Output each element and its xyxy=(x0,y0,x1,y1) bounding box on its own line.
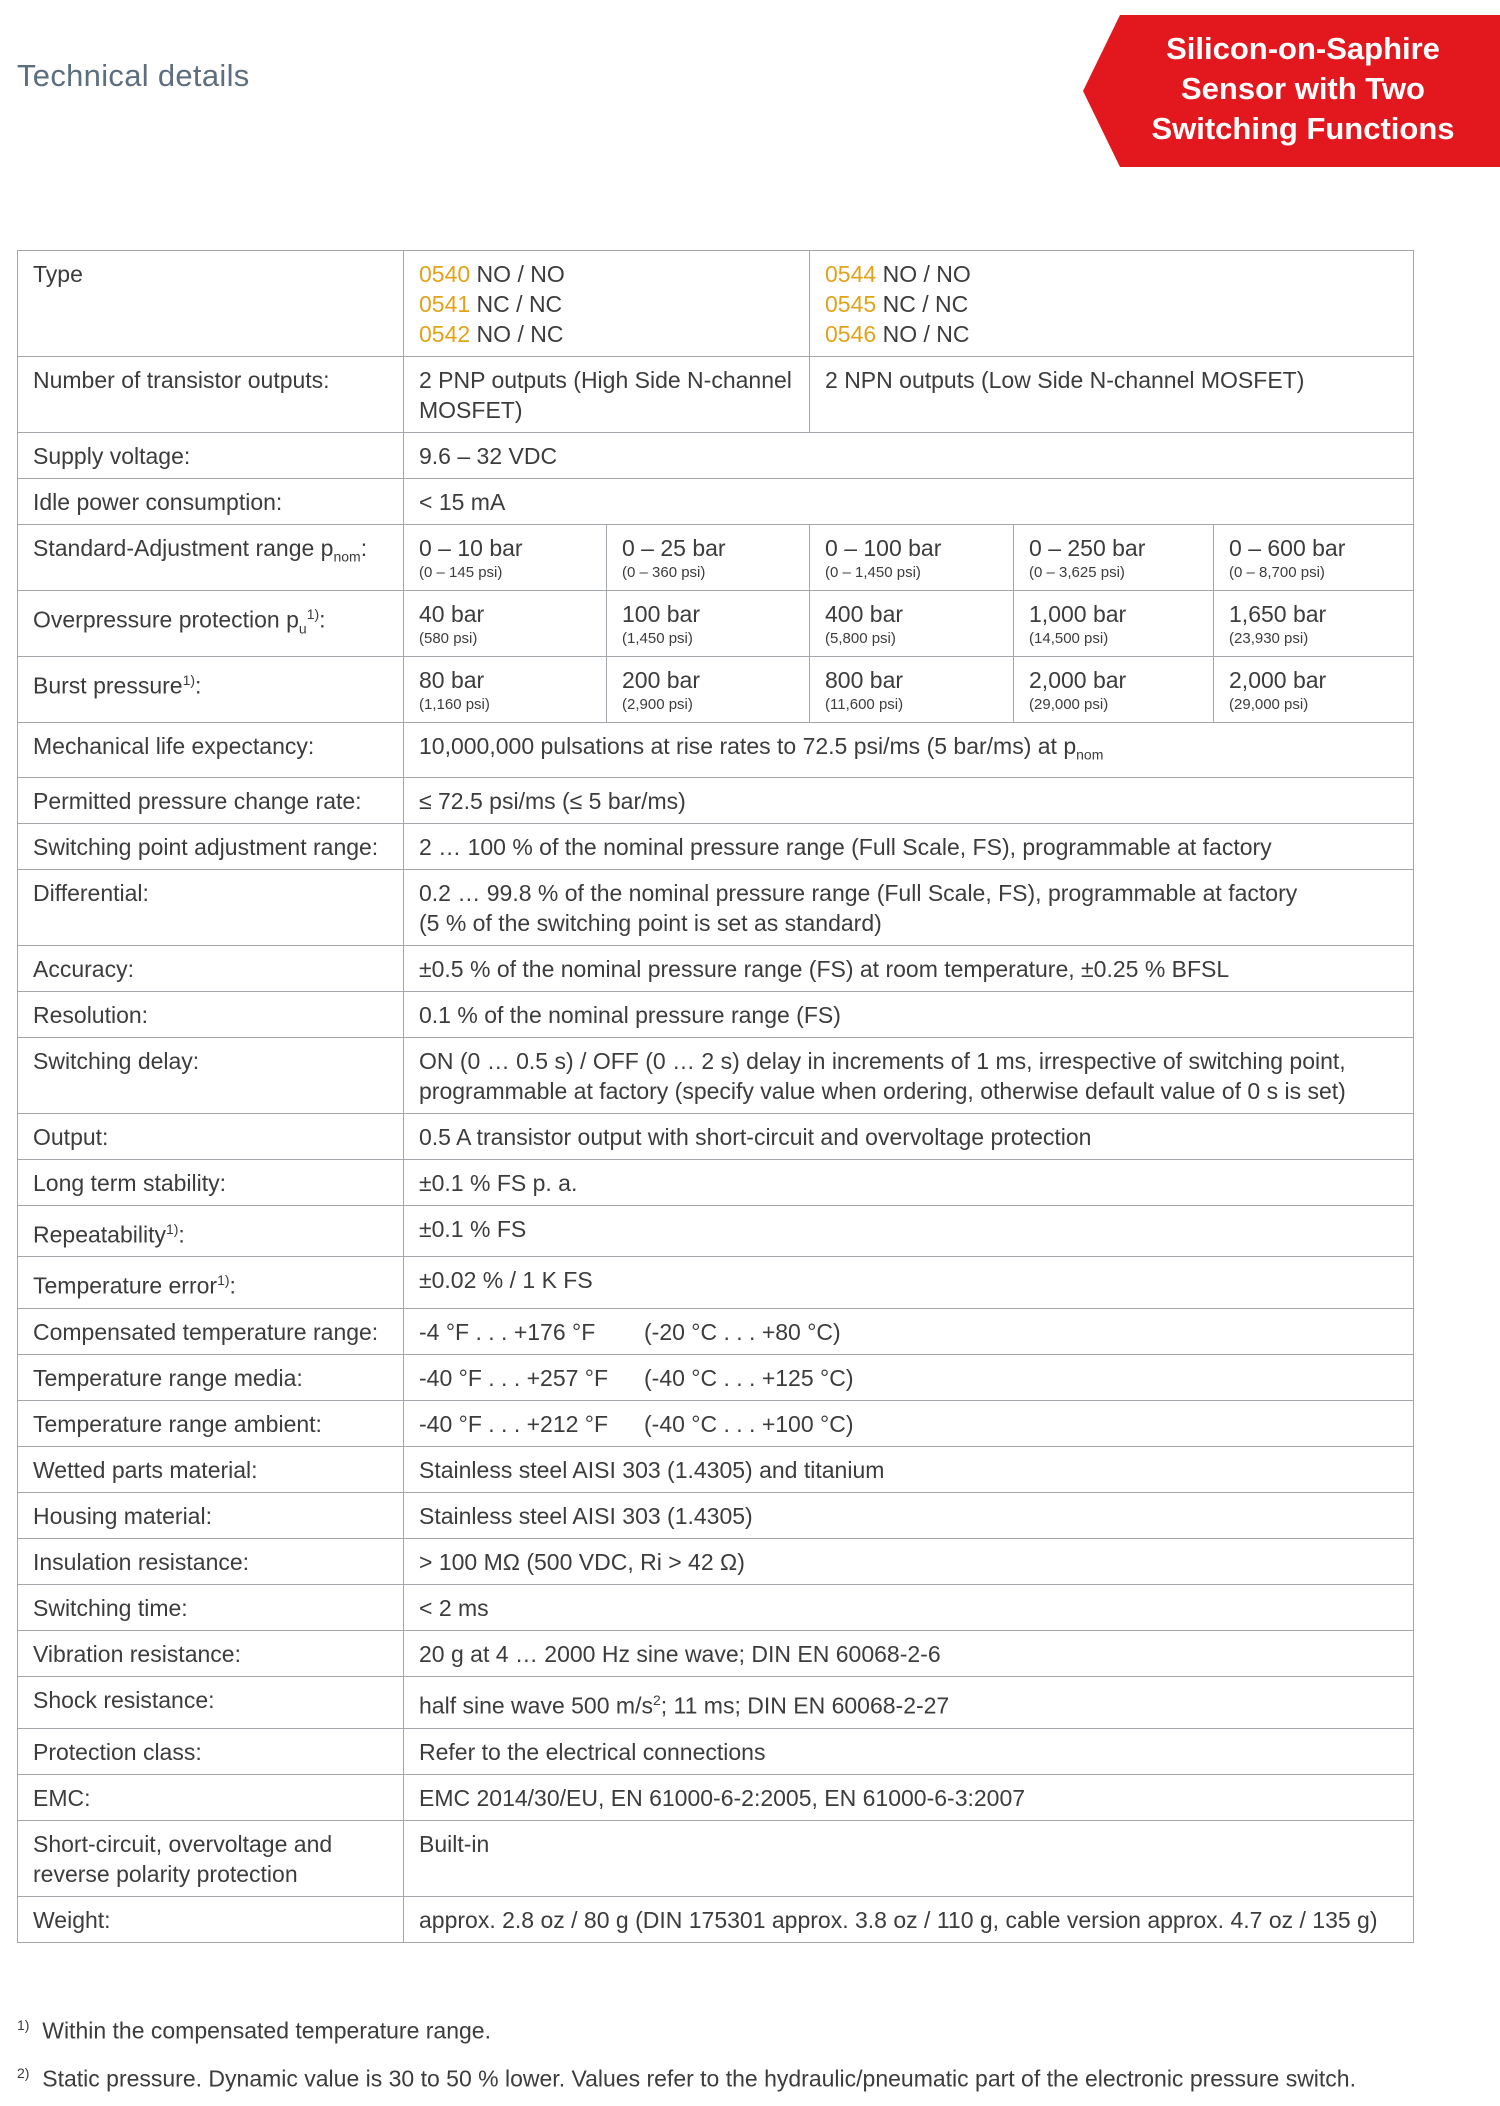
row-label: Resolution: xyxy=(18,991,404,1037)
row-value: -40 °F . . . +257 °F (-40 °C . . . +125 °C) xyxy=(404,1354,1414,1400)
row-label: Short-circuit, overvoltage and reverse polarity protection xyxy=(18,1820,404,1896)
table-row-overpressure xyxy=(18,591,1414,657)
overpressure-cell: 100 bar (1,450 psi) xyxy=(607,591,810,657)
table-row xyxy=(18,1774,1414,1820)
table-row xyxy=(18,1728,1414,1774)
row-label: Temperature range media: xyxy=(18,1354,404,1400)
table-row xyxy=(18,1676,1414,1728)
range-cell: 0 – 100 bar (0 – 1,450 psi) xyxy=(810,525,1014,591)
row-value: < 2 ms xyxy=(404,1584,1414,1630)
table-row xyxy=(18,1354,1414,1400)
table-row-supply xyxy=(18,433,1414,479)
row-label: Number of transistor outputs: xyxy=(18,357,404,433)
row-label: Wetted parts material: xyxy=(18,1446,404,1492)
row-value: half sine wave 500 $m/s^2$; 11 ms; DIN EN 60068-2-27 xyxy=(404,1676,1414,1728)
row-value: Built-in xyxy=(404,1820,1414,1896)
table-row xyxy=(18,1205,1414,1257)
range-cell: 0 – 250 bar (0 – 3,625 psi) xyxy=(1014,525,1214,591)
overpressure-cell: 1,000 bar (14,500 psi) xyxy=(1014,591,1214,657)
row-label: Idle power consumption: xyxy=(18,479,404,525)
footnote: $^{1)}$ Within the compensated temperature range. xyxy=(17,2017,491,2044)
row-label: Mechanical life expectancy: xyxy=(18,723,404,778)
table-row-mech-life xyxy=(18,723,1414,778)
row-label: Long term stability: xyxy=(18,1159,404,1205)
burst-cell: 2,000 bar (29,000 psi) xyxy=(1214,657,1414,723)
table-row xyxy=(18,1400,1414,1446)
table-row xyxy=(18,991,1414,1037)
type-code: 0541 xyxy=(419,291,471,317)
row-label: Temperature range ambient: xyxy=(18,1400,404,1446)
row-value: ±0.1 % FS xyxy=(404,1205,1414,1257)
row-value: ±0.1 % FS p. a. xyxy=(404,1159,1414,1205)
row-label: Output: xyxy=(18,1113,404,1159)
badge-line-3: Switching Functions xyxy=(1151,111,1455,146)
row-value: 0.5 A transistor output with short-circuit and overvoltage protection xyxy=(404,1113,1414,1159)
row-value: -40 °F . . . +212 °F (-40 °C . . . +100 °C) xyxy=(404,1400,1414,1446)
row-label: Switching point adjustment range: xyxy=(18,823,404,869)
table-row xyxy=(18,869,1414,945)
row-value: 10,000,000 pulsations at rise rates to 72.5 psi/ms (5 bar/ms) at $p_{nom}$ xyxy=(404,723,1414,778)
row-label: Accuracy: xyxy=(18,945,404,991)
row-value: ±0.02 % / 1 K FS xyxy=(404,1257,1414,1309)
table-row xyxy=(18,1159,1414,1205)
row-value: Refer to the electrical connections xyxy=(404,1728,1414,1774)
overpressure-cell: 1,650 bar (23,930 psi) xyxy=(1214,591,1414,657)
table-row-burst xyxy=(18,657,1414,723)
burst-cell: 2,000 bar (29,000 psi) xyxy=(1014,657,1214,723)
type-code: 0540 xyxy=(419,261,471,287)
range-cell: 0 – 600 bar (0 – 8,700 psi) xyxy=(1214,525,1414,591)
table-row xyxy=(18,1820,1414,1896)
row-value: ON (0 … 0.5 s) / OFF (0 … 2 s) delay in increments of 1 ms, irrespective of switching point, programmable at factory (specify value when ordering, otherwise default value of 0 s is set) xyxy=(404,1037,1414,1113)
row-value: 20 g at 4 … 2000 Hz sine wave; DIN EN 60068-2-6 xyxy=(404,1630,1414,1676)
row-value: 0.2 … 99.8 % of the nominal pressure range (Full Scale, FS), programmable at factory (5 % of the switching point is set as standard) xyxy=(404,869,1414,945)
badge-line-2: Sensor with Two xyxy=(1181,71,1425,106)
table-row-type xyxy=(18,251,1414,357)
range-cell: 0 – 10 bar (0 – 145 psi) xyxy=(404,525,607,591)
row-label: Temperature error$^{1)}$: xyxy=(18,1257,404,1309)
type-col-pnp: 0540 NO / NO 0541 NC / NC 0542 NO / NC xyxy=(404,251,810,357)
table-row xyxy=(18,1538,1414,1584)
row-label: Standard-Adjustment range $p_{nom}$: xyxy=(18,525,404,591)
row-label: Supply voltage: xyxy=(18,433,404,479)
row-label: Protection class: xyxy=(18,1728,404,1774)
range-cell: 0 – 25 bar (0 – 360 psi) xyxy=(607,525,810,591)
row-label: Switching time: xyxy=(18,1584,404,1630)
row-label: Insulation resistance: xyxy=(18,1538,404,1584)
row-value: ≤ 72.5 psi/ms (≤ 5 bar/ms) xyxy=(404,777,1414,823)
row-value: 2 … 100 % of the nominal pressure range (Full Scale, FS), programmable at factory xyxy=(404,823,1414,869)
page-title: Technical details xyxy=(17,58,250,93)
row-label: Overpressure protection $p_u^{1)}$: xyxy=(18,591,404,657)
row-value: Stainless steel AISI 303 (1.4305) and titanium xyxy=(404,1446,1414,1492)
footnotes xyxy=(17,2010,1477,2105)
table-row xyxy=(18,1257,1414,1309)
row-value: Stainless steel AISI 303 (1.4305) xyxy=(404,1492,1414,1538)
table-row xyxy=(18,1896,1414,1942)
row-label: Repeatability$^{1)}$: xyxy=(18,1205,404,1257)
burst-cell: 200 bar (2,900 psi) xyxy=(607,657,810,723)
row-value: approx. 2.8 oz / 80 g (DIN 175301 approx. 3.8 oz / 110 g, cable version approx. 4.7 oz / 135 g) xyxy=(404,1896,1414,1942)
row-label: Weight: xyxy=(18,1896,404,1942)
row-value: 2 PNP outputs (High Side N-channel MOSFET) xyxy=(404,357,810,433)
row-value: < 15 mA xyxy=(404,479,1414,525)
row-value: 2 NPN outputs (Low Side N-channel MOSFET) xyxy=(810,357,1414,433)
row-value: ±0.5 % of the nominal pressure range (FS) at room temperature, ±0.25 % BFSL xyxy=(404,945,1414,991)
row-label: Vibration resistance: xyxy=(18,1630,404,1676)
table-row xyxy=(18,945,1414,991)
table-row xyxy=(18,777,1414,823)
row-value: > 100 MΩ (500 VDC, Ri > 42 Ω) xyxy=(404,1538,1414,1584)
row-label: EMC: xyxy=(18,1774,404,1820)
footnote: $^{2)}$ Static pressure. Dynamic value is 30 to 50 % lower. Values refer to the hydraulic/pneumatic part of the electronic pressure switch. xyxy=(17,2064,1356,2092)
row-label: Burst pressure$^{1)}$: xyxy=(18,657,404,723)
row-label: Differential: xyxy=(18,869,404,945)
table-row xyxy=(18,1630,1414,1676)
overpressure-cell: 400 bar (5,800 psi) xyxy=(810,591,1014,657)
table-row xyxy=(18,1037,1414,1113)
burst-cell: 800 bar (11,600 psi) xyxy=(810,657,1014,723)
table-row xyxy=(18,1113,1414,1159)
row-label: Compensated temperature range: xyxy=(18,1308,404,1354)
technical-details-table xyxy=(17,250,1414,1943)
table-row-adjust-range xyxy=(18,525,1414,591)
row-label: Switching delay: xyxy=(18,1037,404,1113)
burst-cell: 80 bar (1,160 psi) xyxy=(404,657,607,723)
table-row-outputs xyxy=(18,357,1414,433)
type-col-npn: 0544 NO / NO 0545 NC / NC 0546 NO / NC xyxy=(810,251,1414,357)
table-row xyxy=(18,1446,1414,1492)
product-badge xyxy=(1083,15,1500,167)
row-label: Shock resistance: xyxy=(18,1676,404,1728)
row-value: 0.1 % of the nominal pressure range (FS) xyxy=(404,991,1414,1037)
row-value: -4 °F . . . +176 °F (-20 °C . . . +80 °C) xyxy=(404,1308,1414,1354)
row-value: EMC 2014/30/EU, EN 61000-6-2:2005, EN 61000-6-3:2007 xyxy=(404,1774,1414,1820)
row-value: 9.6 – 32 VDC xyxy=(404,433,1414,479)
table-row xyxy=(18,1492,1414,1538)
type-code: 0542 xyxy=(419,321,471,347)
table-row xyxy=(18,1584,1414,1630)
table-row xyxy=(18,823,1414,869)
row-label: Permitted pressure change rate: xyxy=(18,777,404,823)
row-label: Type xyxy=(18,251,404,357)
table-row xyxy=(18,1308,1414,1354)
badge-line-1: Silicon-on-Saphire xyxy=(1166,31,1440,66)
row-label: Housing material: xyxy=(18,1492,404,1538)
type-code: 0545 xyxy=(825,291,877,317)
table-row-idle xyxy=(18,479,1414,525)
type-code: 0546 xyxy=(825,321,877,347)
type-code: 0544 xyxy=(825,261,877,287)
overpressure-cell: 40 bar (580 psi) xyxy=(404,591,607,657)
